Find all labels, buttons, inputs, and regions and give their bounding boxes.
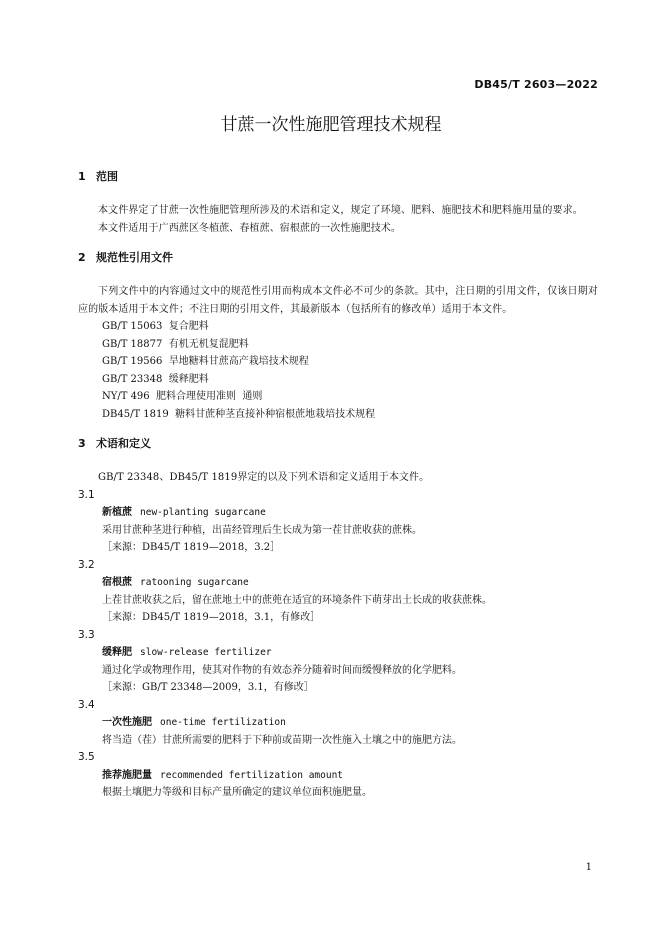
- section-title: 规范性引用文件: [96, 251, 173, 264]
- term-heading: [78, 767, 598, 785]
- term-en: one-time fertilization: [160, 717, 286, 728]
- term-source: ［来源：DB45/T 1819—2018，3.1，有修改］: [102, 612, 321, 623]
- term-number: 3.1: [78, 488, 95, 501]
- term-heading: [78, 574, 598, 592]
- term-heading: [78, 644, 598, 662]
- term-zh: 缓释肥: [102, 647, 132, 658]
- term-zh: 一次性施肥: [102, 717, 152, 728]
- term-heading: [78, 714, 598, 732]
- term-definition: 通过化学或物理作用，使其对作物的有效态养分随着时间而缓慢释放的化学肥料。: [102, 664, 462, 676]
- section-title: 范围: [96, 170, 118, 183]
- term-source: ［来源：DB45/T 1819—2018，3.2］: [102, 542, 281, 553]
- section-number: 3: [78, 437, 86, 450]
- reference-item: GB/T 23348 缓释肥料: [102, 373, 209, 385]
- section-heading-terms-definitions: [78, 437, 598, 451]
- paragraph: 本文件适用于广西蔗区冬植蔗、春植蔗、宿根蔗的一次性施肥技术。: [98, 222, 401, 234]
- term-number: 3.4: [78, 698, 95, 711]
- term-en: ratooning sugarcane: [140, 577, 249, 588]
- term-en: slow-release fertilizer: [140, 647, 272, 658]
- term-definition: 上茬甘蔗收获之后，留在蔗地土中的蔗蔸在适宜的环境条件下萌芽出土长成的收获蔗株。: [102, 594, 492, 606]
- term-en: new-planting sugarcane: [140, 507, 266, 518]
- reference-item: GB/T 18877 有机无机复混肥料: [102, 338, 249, 350]
- reference-item: GB/T 15063 复合肥料: [102, 321, 209, 332]
- term-source: ［来源：GB/T 23348—2009，3.1，有修改］: [102, 682, 314, 693]
- section-number: 2: [78, 251, 86, 264]
- section-title: 术语和定义: [96, 437, 151, 450]
- reference-item: NY/T 496 肥料合理使用准则 通则: [102, 391, 263, 402]
- term-zh: 新植蔗: [102, 507, 132, 518]
- term-zh: 宿根蔗: [102, 577, 132, 588]
- term-number: 3.2: [78, 558, 95, 571]
- paragraph: 本文件界定了甘蔗一次性施肥管理所涉及的术语和定义，规定了环境、肥料、施肥技术和肥料施用量的要求。: [98, 205, 583, 216]
- document-title: 甘蔗一次性施肥管理技术规程: [220, 115, 442, 135]
- term-en: recommended fertilization amount: [160, 769, 344, 781]
- term-zh: 推荐施肥量: [102, 769, 152, 781]
- term-number: 3.5: [78, 751, 95, 763]
- section-heading-normative-references: [78, 251, 598, 265]
- term-heading: [78, 504, 598, 522]
- section-number: 1: [78, 170, 86, 183]
- term-definition: 根据土壤肥力等级和目标产量所确定的建议单位面积施肥量。: [102, 787, 372, 798]
- term-number: 3.3: [78, 628, 95, 641]
- page-number: 1: [585, 862, 592, 873]
- document-body: [78, 170, 598, 802]
- term-definition: 将当造（茬）甘蔗所需要的肥料于下种前或苗期一次性施入土壤之中的施肥方法。: [102, 734, 462, 746]
- reference-item: GB/T 19566 旱地糖料甘蔗高产栽培技术规程: [102, 356, 309, 367]
- reference-item: DB45/T 1819 糖料甘蔗种茎直接补种宿根蔗地栽培技术规程: [102, 408, 376, 420]
- paragraph: GB/T 23348、DB45/T 1819界定的以及下列术语和定义适用于本文件。: [98, 472, 430, 483]
- section-heading-scope: [78, 170, 598, 184]
- term-definition: 采用甘蔗种茎进行种植，出苗经管理后生长成为第一茬甘蔗收获的蔗株。: [102, 524, 422, 536]
- standard-code: DB45/T 2603—2022: [474, 78, 598, 91]
- paragraph: 下列文件中的内容通过文中的规范性引用而构成本文件必不可少的条款。其中，注日期的引用文件，仅该日期对应的版本适用于本文件；不注日期的引用文件，其最新版本（包括所有的修改单）适用于本文件。: [78, 286, 598, 315]
